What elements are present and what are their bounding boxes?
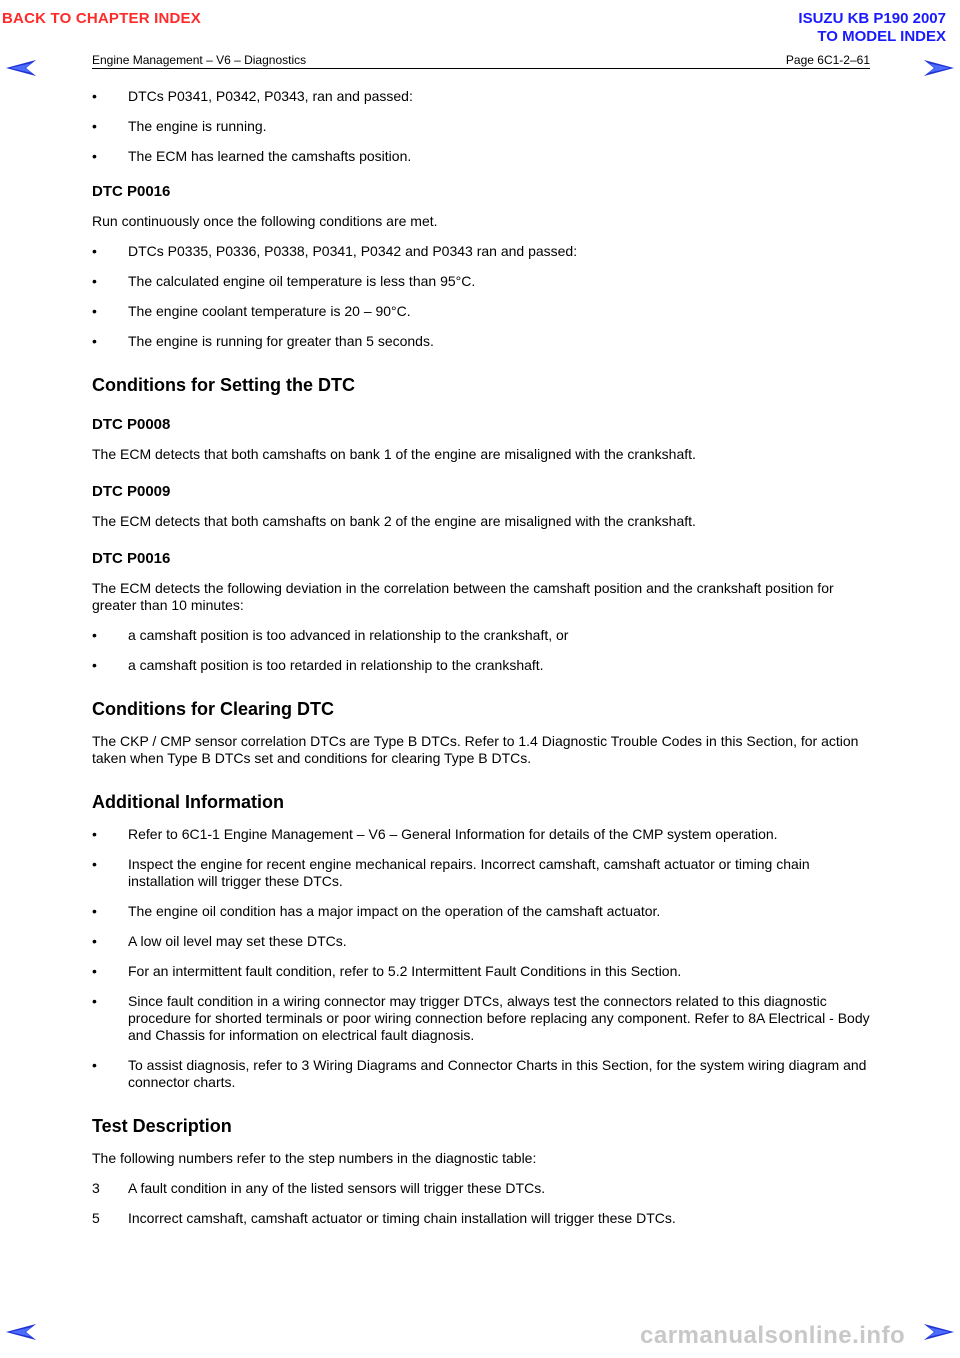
bullet-glyph: • xyxy=(92,627,97,643)
clearing-dtc-text: The CKP / CMP sensor correlation DTCs are Type B DTCs. Refer to 1.4 Diagnostic Trouble Codes in this Section, for action taken when Type B DTCs set and conditions for clearing Type B DTCs. xyxy=(92,733,859,766)
bullet-glyph: • xyxy=(92,148,97,164)
list-item: • The engine coolant temperature is 20 – 90°C. xyxy=(92,303,411,319)
list-item: • DTCs P0335, P0336, P0338, P0341, P0342 and P0343 ran and passed: xyxy=(92,243,578,259)
bullet-glyph: • xyxy=(92,1057,97,1073)
dtc-p0009-text: The ECM detects that both camshafts on bank 2 of the engine are misaligned with the crankshaft. xyxy=(92,513,696,529)
list-item: • For an intermittent fault condition, refer to 5.2 Intermittent Fault Conditions in this Section. xyxy=(92,963,682,979)
list-item: • The calculated engine oil temperature is less than 95°C. xyxy=(92,273,476,289)
test-step: 5 Incorrect camshaft, camshaft actuator or timing chain installation will trigger these DTCs. xyxy=(92,1210,676,1226)
setting-dtc-heading: Conditions for Setting the DTC xyxy=(92,375,355,395)
bullet-glyph: • xyxy=(92,993,97,1009)
bullet-glyph: • xyxy=(92,303,97,319)
dtc-p0008-text: The ECM detects that both camshafts on bank 1 of the engine are misaligned with the crankshaft. xyxy=(92,446,696,462)
list-item: • The ECM has learned the camshafts position. xyxy=(92,148,412,164)
bullet-glyph: • xyxy=(92,118,97,134)
dtc-p0016-intro: Run continuously once the following conditions are met. xyxy=(92,213,438,229)
list-item: • a camshaft position is too retarded in relationship to the crankshaft. xyxy=(92,657,544,673)
dtc-p0009-heading: DTC P0009 xyxy=(92,483,171,500)
page-number: Page 6C1-2–61 xyxy=(785,53,870,67)
header-rule xyxy=(92,68,870,69)
next-page-arrow-icon[interactable] xyxy=(924,1324,954,1340)
watermark: carmanualsonline.info xyxy=(640,1322,906,1349)
bullet-glyph: • xyxy=(92,273,97,289)
list-item: • a camshaft position is too advanced in relationship to the crankshaft, or xyxy=(92,627,569,643)
page-content xyxy=(92,88,870,1240)
dtc-p0008-heading: DTC P0008 xyxy=(92,416,171,433)
additional-info-heading: Additional Information xyxy=(92,792,284,812)
to-model-index-link[interactable]: TO MODEL INDEX xyxy=(817,28,946,45)
list-item: • Since fault condition in a wiring connector may trigger DTCs, always test the connectors related to this diagnostic procedure for shorted terminals or poor wiring connection before replacing any component. Refer to 8A Electrical - Body and Chassis for information on electrical fault diagnosis. xyxy=(92,993,870,1043)
list-item: • Refer to 6C1-1 Engine Management – V6 – General Information for details of the CMP system operation. xyxy=(92,826,778,842)
bullet-glyph: • xyxy=(92,243,97,259)
page-header-title: Engine Management – V6 – Diagnostics xyxy=(92,53,307,67)
test-step: 3 A fault condition in any of the listed sensors will trigger these DTCs. xyxy=(92,1180,546,1196)
test-description-intro: The following numbers refer to the step numbers in the diagnostic table: xyxy=(92,1150,537,1166)
dtc-p0016-set-text: The ECM detects the following deviation in the correlation between the camshaft position and the crankshaft position for greater than 10 minutes: xyxy=(92,580,834,613)
clearing-dtc-heading: Conditions for Clearing DTC xyxy=(92,699,334,719)
previous-page-arrow-icon[interactable] xyxy=(6,1324,36,1340)
bullet-glyph: • xyxy=(92,657,97,673)
bullet-glyph: • xyxy=(92,903,97,919)
next-page-arrow-icon[interactable] xyxy=(924,60,954,76)
list-item: • DTCs P0341, P0342, P0343, ran and passed: xyxy=(92,88,413,104)
bullet-glyph: • xyxy=(92,963,97,979)
list-item: • The engine oil condition has a major impact on the operation of the camshaft actuator. xyxy=(92,903,661,919)
list-item: • To assist diagnosis, refer to 3 Wiring Diagrams and Connector Charts in this Section, for the system wiring diagram and connector charts. xyxy=(92,1057,867,1090)
model-index-block[interactable] xyxy=(798,10,946,46)
previous-page-arrow-icon[interactable] xyxy=(6,60,36,76)
test-description-heading: Test Description xyxy=(92,1116,232,1136)
bullet-glyph: • xyxy=(92,933,97,949)
bullet-glyph: • xyxy=(92,826,97,842)
list-item: • The engine is running for greater than 5 seconds. xyxy=(92,333,434,349)
back-to-chapter-index-link[interactable]: BACK TO CHAPTER INDEX xyxy=(2,10,201,27)
dtc-p0016-heading: DTC P0016 xyxy=(92,183,171,200)
list-item: • The engine is running. xyxy=(92,118,267,134)
model-title[interactable]: ISUZU KB P190 2007 xyxy=(798,10,946,27)
bullet-glyph: • xyxy=(92,333,97,349)
list-item: • Inspect the engine for recent engine mechanical repairs. Incorrect camshaft, camshaft actuator or timing chain installation will trigger these DTCs. xyxy=(92,856,810,889)
dtc-p0016-set-heading: DTC P0016 xyxy=(92,550,171,567)
bullet-glyph: • xyxy=(92,88,97,104)
bullet-glyph: • xyxy=(92,856,97,872)
list-item: • A low oil level may set these DTCs. xyxy=(92,933,347,949)
